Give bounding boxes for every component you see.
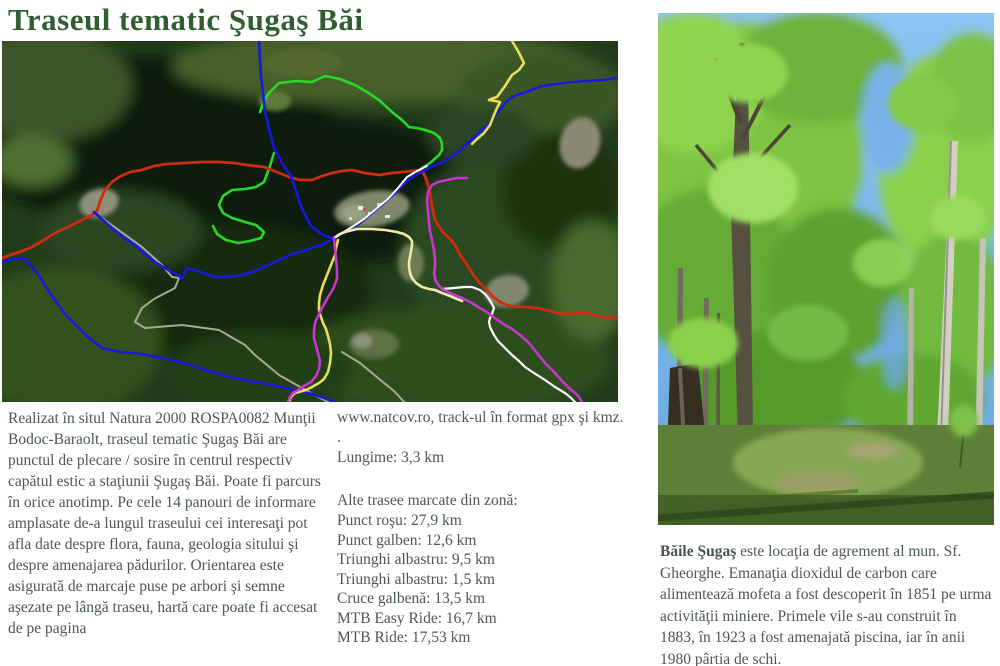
satellite-map [2,41,618,402]
baile-sugas-paragraph [660,541,994,666]
trail-list-item: Triunghi albastru: 9,5 km [337,551,495,568]
forest-photo [658,13,994,525]
baile-sugas-rest: este locaţia de agrement al mun. Sf. Gheorghe. Emanaţia dioxidul de carbon care alimentează mofeta a fost descoperit în 1851 pe urma activităţii miniere. Primele vile s-au construit în 1883, în 1923 a fost amenajată piscina, iar în anii 1980 pârtia de schi. [660,543,992,666]
dot-line: . [337,429,341,446]
trail-list-item: Punct roşu: 27,9 km [337,512,462,529]
intro-paragraph: Realizat în situl Natura 2000 ROSPA0082 Munţii Bodoc-Baraolt, traseul tematic Şugaş Băi are punctul de plecare / sosire în centrul respectiv capătul estic a staţiunii Şugaş Băi. Poate fi parcurs în orice anotimp. Pe cele 14 panouri de informare amplasate de-a lungul traseului cei interesaţi pot afla date despre flora, fauna, geologia sitului şi despre amenajarea pădurilor. Orientarea este asigurată de marcaje puse pe arbori şi semne aşezate pe lângă traseu, hartă care poate fi accesat de pe pagina [8,410,321,637]
website-line: www.natcov.ro, track-ul în format gpx şi kmz. [337,409,624,426]
baile-sugas-lead: Băile Şugaş [660,543,737,560]
trail-map-image [2,41,618,402]
trail-list-item: Triunghi albastru: 1,5 km [337,570,495,588]
middle-text-column [337,408,637,648]
trail-list-item: MTB Ride: 17,53 km [337,629,471,646]
spacer [337,468,637,491]
forest-photo-image [658,13,994,525]
map-terrain [2,41,618,402]
right-text-column [660,541,994,666]
page-title: Traseul tematic Şugaş Băi [8,2,364,37]
trail-list-item: MTB Easy Ride: 16,7 km [337,609,497,627]
trail-list-item: Punct galben: 12,6 km [337,531,477,549]
length-line: Lungime: 3,3 km [337,449,445,466]
trail-list-item: Cruce galbenă: 13,5 km [337,590,486,607]
trail-list-heading: Alte trasee marcate din zonă: [337,492,518,509]
left-text-column [8,408,332,639]
